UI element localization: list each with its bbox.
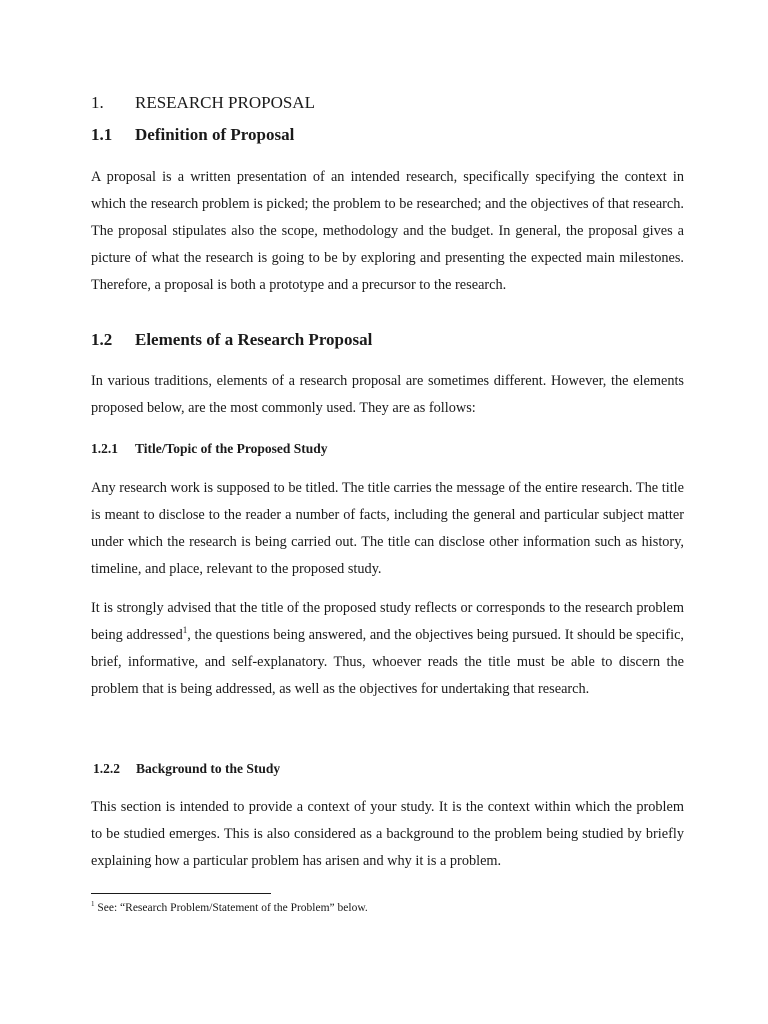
section-1-2-1-number: 1.2.1 <box>91 441 118 456</box>
section-1-2-1-title: Title/Topic of the Proposed Study <box>135 441 328 456</box>
section-1-2-1-paragraph-1: Any research work is supposed to be titled. The title carries the message of the entire research. The title is meant to disclose to the reader a number of facts, including the general and particular subject matter under which the research is being carried out. The title can disclose other information such as history, timeline, and place, relevant to the proposed study. <box>91 480 684 577</box>
section-1-1-number: 1.1 <box>91 125 113 144</box>
footnote-separator <box>91 893 271 894</box>
chapter-title: RESEARCH PROPOSAL <box>135 93 315 112</box>
section-1-1-title: Definition of Proposal <box>135 125 295 144</box>
chapter-number: 1. <box>91 93 104 112</box>
section-1-2-2-paragraph: This section is intended to provide a context of your study. It is the context within which the problem to be studied emerges. This is also considered as a background to the problem being studied by briefly explaining how a particular problem has arisen and why it is a problem. <box>91 799 684 869</box>
section-1-2-number: 1.2 <box>91 330 113 349</box>
section-1-2-paragraph: In various traditions, elements of a research proposal are sometimes different. However, the elements proposed below, are the most commonly used. They are as follows: <box>91 373 684 416</box>
section-1-2-2-number: 1.2.2 <box>93 761 120 776</box>
section-1-2-heading <box>91 329 372 351</box>
footnote <box>91 900 368 916</box>
footnote-reference: 1 <box>182 625 188 635</box>
section-1-2-title: Elements of a Research Proposal <box>135 330 373 349</box>
section-1-2-2-heading <box>93 760 280 778</box>
section-1-1-heading <box>91 124 294 146</box>
section-1-2-1-paragraph-2-text-b: , the questions being answered, and the objectives being pursued. It should be specific, brief, informative, and self-explanatory. Thus, whoever reads the title must be able to discern the problem that is being addressed, as well as the objectives for undertaking that research. <box>91 627 684 697</box>
section-1-2-1-paragraph-2 <box>91 595 684 703</box>
section-1-2-1-paragraph-2-text-a: It is strongly advised that the title of the proposed study reflects or corresponds to the research problem being addressed <box>91 600 684 643</box>
section-1-2-2-title: Background to the Study <box>136 761 281 776</box>
section-1-1-paragraph: A proposal is a written presentation of an intended research, specifically specifying the context in which the research problem is picked; the problem to be researched; and the objectives of that research. The proposal stipulates also the scope, methodology and the budget. In general, the proposal gives a picture of what the research is going to be by exploring and presenting the expected main milestones. Therefore, a proposal is both a prototype and a precursor to the research. <box>91 169 684 293</box>
section-1-2-1-heading <box>91 440 328 458</box>
footnote-marker: 1 <box>91 900 95 908</box>
chapter-heading <box>91 92 315 114</box>
footnote-text: See: “Research Problem/Statement of the Problem” below. <box>94 902 368 914</box>
